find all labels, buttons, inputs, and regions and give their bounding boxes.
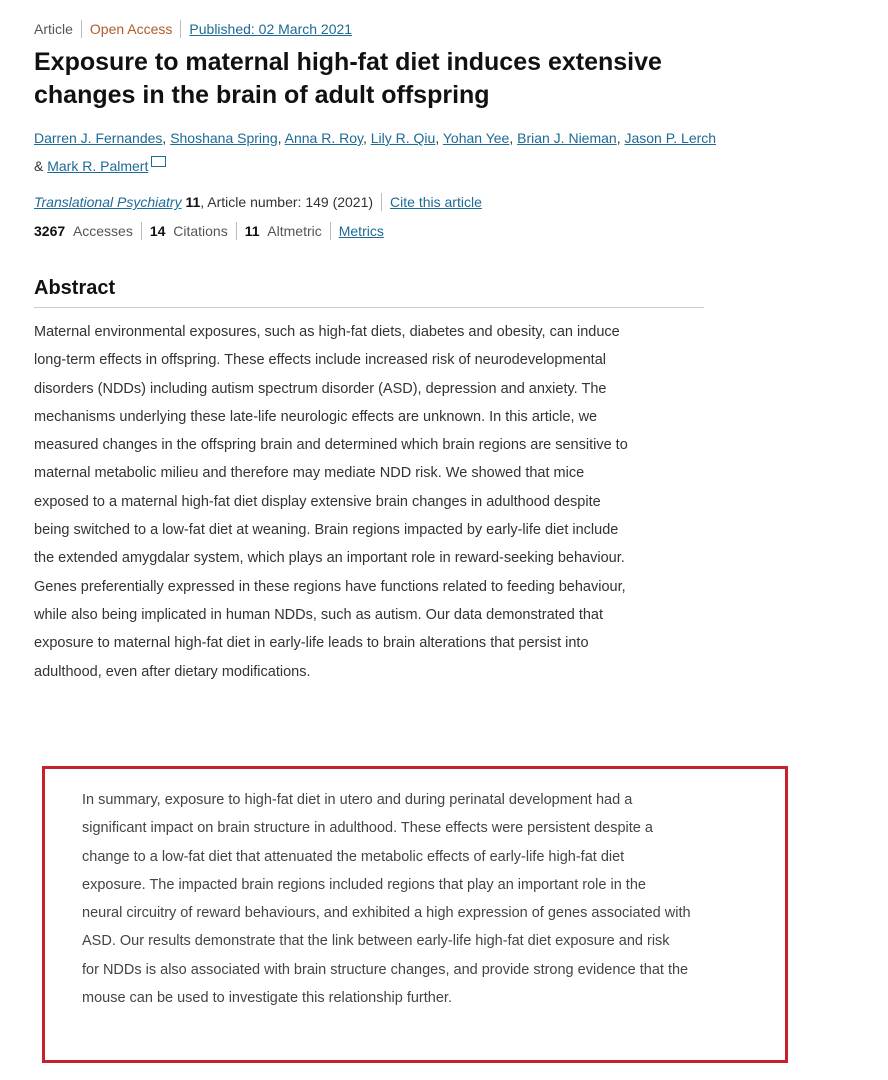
accesses-label: Accesses bbox=[72, 223, 133, 239]
text-line: ASD. Our results demonstrate that the link between early-life high-fat diet exposure and risk bbox=[82, 933, 670, 950]
email-icon[interactable] bbox=[151, 156, 166, 167]
article-title: Exposure to maternal high-fat diet induces extensive changes in the brain of adult offspring bbox=[34, 48, 662, 109]
citations-count: 14 bbox=[149, 223, 166, 239]
text-line: neural circuitry of reward behaviours, and exhibited a high expression of genes associated with bbox=[82, 905, 691, 922]
volume: 11 bbox=[185, 194, 201, 210]
text-line: being switched to a low-fat diet at weaning. Brain regions impacted by early-life diet include bbox=[34, 522, 619, 539]
summary-text bbox=[82, 786, 785, 1012]
author-link[interactable]: Lily R. Qiu bbox=[370, 130, 436, 146]
text-line: exposure to maternal high-fat diet in early-life leads to brain alterations that persist into bbox=[34, 635, 589, 652]
open-access-label: Open Access bbox=[89, 21, 173, 37]
accesses-count: 3267 bbox=[34, 223, 66, 239]
article-stats bbox=[34, 221, 854, 241]
heading-rule bbox=[34, 307, 704, 308]
divider bbox=[236, 222, 237, 240]
author-link[interactable]: Shoshana Spring bbox=[170, 130, 278, 146]
text-line: exposed to a maternal high-fat diet display extensive brain changes in adulthood despite bbox=[34, 493, 601, 510]
altmetric-label: Altmetric bbox=[267, 223, 322, 239]
divider bbox=[330, 222, 331, 240]
article-type: Article bbox=[34, 21, 73, 37]
divider bbox=[381, 193, 382, 211]
citations-label: Citations bbox=[173, 223, 228, 239]
text-line: mouse can be used to investigate this relationship further. bbox=[82, 990, 452, 1007]
published-date-link[interactable]: Published: 02 March 2021 bbox=[189, 21, 353, 37]
text-line: change to a low-fat diet that attenuated the metabolic effects of early-life high-fat diet bbox=[82, 848, 625, 865]
cite-article-link[interactable]: Cite this article bbox=[390, 194, 482, 210]
divider bbox=[141, 222, 142, 240]
text-line: disorders (NDDs) including autism spectrum disorder (ASD), depression and anxiety. The bbox=[34, 380, 607, 397]
divider bbox=[180, 20, 181, 38]
text-line: adulthood, even after dietary modifications. bbox=[34, 663, 311, 680]
author-link[interactable]: Brian J. Nieman bbox=[517, 130, 617, 146]
metrics-link[interactable]: Metrics bbox=[338, 223, 384, 239]
article-header-column bbox=[34, 20, 854, 686]
article-number: , Article number: 149 (2021) bbox=[200, 194, 374, 210]
text-line: Genes preferentially expressed in these regions have functions related to feeding behaviour, bbox=[34, 578, 626, 595]
divider bbox=[81, 20, 82, 38]
text-line: the extended amygdalar system, which plays an important role in reward-seeking behaviour. bbox=[34, 550, 625, 567]
highlight-box bbox=[42, 766, 788, 1063]
text-line: In summary, exposure to high-fat diet in utero and during perinatal development had a bbox=[82, 792, 633, 808]
article-meta bbox=[34, 20, 854, 38]
author-link[interactable]: Anna R. Roy bbox=[284, 130, 363, 146]
journal-link[interactable]: Translational Psychiatry bbox=[34, 194, 182, 210]
text-line: mechanisms underlying these late-life neurologic effects are unknown. In this article, we bbox=[34, 408, 598, 425]
text-line: Maternal environmental exposures, such as high-fat diets, diabetes and obesity, can induce bbox=[34, 324, 620, 340]
text-line: long-term effects in offspring. These effects include increased risk of neurodevelopmental bbox=[34, 352, 606, 369]
text-line: measured changes in the offspring brain and determined which brain regions are sensitive to bbox=[34, 437, 628, 454]
author-link[interactable]: Jason P. Lerch bbox=[624, 130, 717, 146]
text-line: while also being implicated in human NDDs, such as autism. Our data demonstrated that bbox=[34, 606, 604, 623]
author-link[interactable]: Yohan Yee bbox=[442, 130, 510, 146]
journal-info bbox=[34, 192, 854, 212]
text-line: exposure. The impacted brain regions included regions that play an important role in the bbox=[82, 876, 646, 893]
abstract-heading: Abstract bbox=[34, 277, 116, 299]
abstract-text bbox=[34, 318, 854, 686]
author-list: Darren J. Fernandes, Shoshana Spring, Anna R. Roy, Lily R. Qiu, Yohan Yee, Brian J. Nieman, Jason P. Lerch & Mark R. Palmert bbox=[34, 130, 717, 174]
text-line: for NDDs is also associated with brain structure changes, and provide strong evidence that the bbox=[82, 961, 689, 978]
text-line: significant impact on brain structure in adulthood. These effects were persistent despite a bbox=[82, 820, 653, 837]
text-line: maternal metabolic milieu and therefore may mediate NDD risk. We showed that mice bbox=[34, 465, 585, 482]
altmetric-count: 11 bbox=[244, 223, 260, 239]
author-link[interactable]: Mark R. Palmert bbox=[47, 158, 149, 174]
author-link[interactable]: Darren J. Fernandes bbox=[34, 130, 163, 146]
